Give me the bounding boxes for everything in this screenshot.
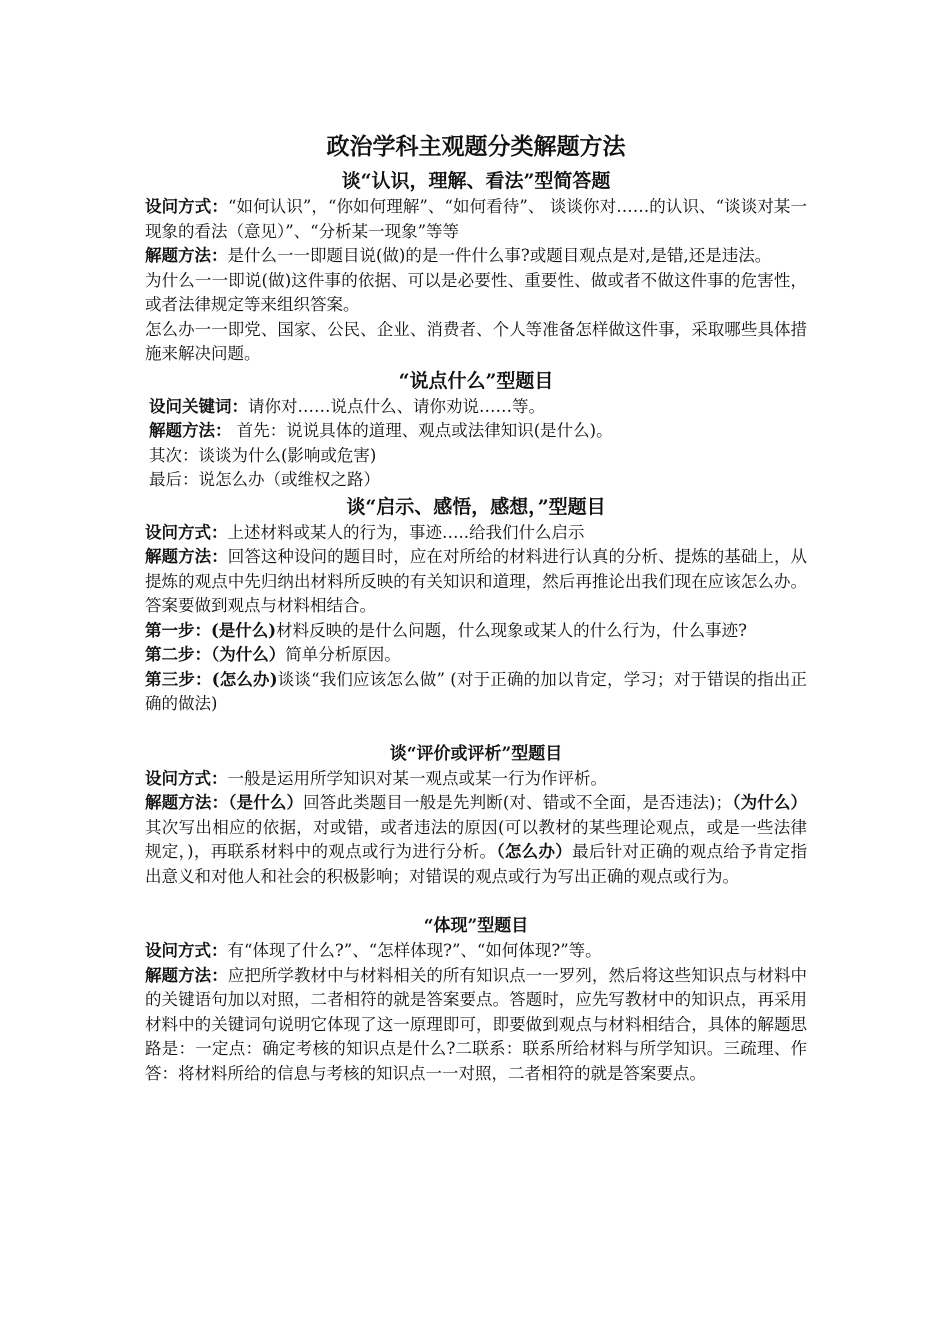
last-paragraph: 最后：说怎么办（或维权之路）	[149, 470, 380, 489]
document-title: 政治学科主观题分类解题方法	[326, 133, 626, 160]
question-format-label: 设问方式：	[145, 197, 228, 216]
spacer	[145, 889, 807, 913]
step-two-text: 简单分析原因。	[285, 645, 401, 664]
question-format-label: 设问方式：	[145, 522, 228, 542]
how-paragraph: 怎么办一一即党、国家、公民、企业、消费者、个人等准备怎样做这件事，采取哪些具体措施来解决问题。	[145, 319, 807, 363]
method-text: 应把所学教材中与材料相关的所有知识点一一罗列，然后将这些知识点与材料中的关键语句加以对照，二者相符的就是答案要点。答题时，应先写教材中的知识点，再采用材料中的关键词句说明它体现了这一原理即可，即要做到观点与材料相结合，具体的解题思路是：一定点：确定考核的知识点是什么?二联系：联系所给材料与所学知识。三疏理、作答：将材料所给的信息与考核的知识点一一对照，二者相符的就是答案要点。	[145, 965, 808, 1083]
why-paragraph: 为什么一一即说(做)这件事的依据、可以是必要性、重要性、做或者不做这件事的危害性，或者法律规定等来组织答案。	[145, 270, 807, 314]
method-label: 解题方法：	[145, 547, 228, 566]
method-label: 解题方法：	[149, 421, 232, 440]
method-text: 是什么一一即题目说(做)的是一件什么事?或题目观点是对,是错,还是违法。	[227, 246, 772, 265]
question-format-paragraph	[145, 195, 807, 244]
question-format-text: 一般是运用所学知识对某一观点或某一行为作评析。	[227, 768, 607, 788]
method-paragraph	[145, 244, 807, 269]
question-format-paragraph	[145, 939, 807, 964]
step-one-text: 材料反映的是什么问题，什么现象或某人的什么行为，什么事迹?	[276, 620, 747, 640]
step-three-label: 第三步：(怎么办)	[145, 669, 278, 689]
method-paragraph	[145, 791, 807, 889]
question-format-text: 上述材料或某人的行为，事迹…..给我们什么启示	[227, 522, 585, 542]
question-format-paragraph	[145, 521, 807, 546]
step-two-label: 第二步：（为什么）	[145, 645, 286, 664]
section-heading-embodiment: “体现”型题目	[423, 916, 529, 936]
how-label: （怎么办）	[496, 842, 573, 861]
method-label: 解题方法：	[145, 965, 228, 985]
method-label: 解题方法：	[145, 246, 228, 265]
method-paragraph	[145, 419, 807, 444]
step-one-paragraph	[145, 619, 807, 644]
keyword-text: 请你对……说点什么、请你劝说……等。	[248, 396, 545, 416]
question-format-paragraph	[145, 767, 807, 792]
second-paragraph: 其次：谈谈为什么(影响或危害)	[149, 445, 377, 465]
keyword-label: 设问关键词：	[149, 396, 248, 416]
question-format-text: 有“体现了什么?”、“怎样体现?”、“如何体现?”等。	[227, 941, 602, 960]
why-text: 其次写出相应的依据，对或错，或者违法的原因(可以教材的某些理论观点，或是一些法律规定，)，再联系材料中的观点或行为进行分析。	[145, 817, 807, 861]
question-format-label: 设问方式：	[145, 768, 228, 788]
section-heading-say-something: “说点什么”型题目	[398, 369, 554, 392]
keyword-paragraph	[145, 395, 807, 420]
method-text: 首先：说说具体的道理、观点或法律知识(是什么)。	[231, 421, 613, 440]
what-label: （是什么）	[228, 793, 304, 812]
step-three-paragraph	[145, 668, 807, 717]
question-format-text: “如何认识”，“你如何理解”、“如何看待”、 谈谈你对……的认识、“谈谈对某一现象的看法（意见）”、“分析某一现象”等等	[145, 197, 808, 241]
what-text: 回答此类题目一般是先判断(对、错或不全面，是否违法)；	[303, 793, 733, 812]
step-one-label: 第一步：(是什么)	[145, 620, 277, 640]
section-heading-inspiration: 谈“启示、感悟，感想，”型题目	[346, 495, 606, 518]
section-heading-evaluation: 谈“评价或评析”型题目	[389, 743, 563, 764]
method-text: 回答这种设问的题目时，应在对所给的材料进行认真的分析、提炼的基础上，从提炼的观点中先归纳出材料所反映的有关知识和道理，然后再推论出我们现在应该怎么办。答案要做到观点与材料相结合。	[145, 547, 808, 615]
section-heading-understanding: 谈“认识，理解、看法”型简答题	[341, 170, 611, 192]
method-paragraph	[145, 545, 807, 619]
step-three-text: 谈谈“我们应该怎么做” (对于正确的加以肯定，学习；对于错误的指出正确的做法)	[145, 669, 807, 713]
how-text: 最后针对正确的观点给予肯定指出意义和对他人和社会的积极影响；对错误的观点或行为写出正确的观点或行为。	[145, 842, 808, 886]
why-label: （为什么）	[732, 793, 807, 812]
step-two-paragraph	[145, 643, 807, 668]
question-format-label: 设问方式：	[145, 941, 228, 960]
method-paragraph	[145, 964, 807, 1087]
method-label: 解题方法：	[145, 793, 229, 812]
spacer	[145, 717, 807, 741]
